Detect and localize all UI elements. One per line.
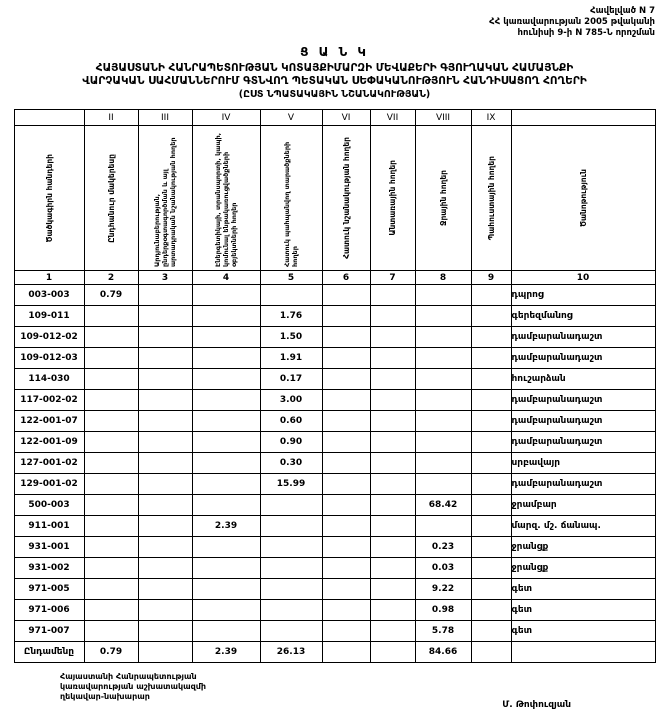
total-water: 84.66 [415,642,471,663]
cell-energy [192,600,260,621]
title-line-2: ՎԱՐՉԱԿԱՆ ՍԱՀՄԱՆՆԵՐՈՒՄ ԳՏՆՎՈՂ ՊԵՏԱԿԱՆ ՍԵՓԱԿԱՆՈՒԹՅՈՒՆ ՀԱՆԴԻՍԱՑՈՂ ՀՈՂԵՐԻ [82,75,587,87]
table-row [14,348,655,369]
cell-water [415,348,471,369]
cell-reserve [471,579,511,600]
cell-note: դամբարանադաշտ [511,474,655,495]
cell-reserve [471,432,511,453]
cell-protected [260,558,322,579]
table-row [14,600,655,621]
cell-forest [370,390,415,411]
cell-energy [192,558,260,579]
cell-forest [370,369,415,390]
cell-reserve [471,621,511,642]
cell-industry [138,453,192,474]
cell-code: 109-012-02 [14,327,84,348]
cell-water [415,516,471,537]
signatory-line-1: Հայաստանի Հանրապետության [60,672,197,681]
signatory-name: Մ. Թոփուզյան [502,700,571,710]
cell-note: ջրանցք [511,537,655,558]
cell-reserve [471,327,511,348]
header-cell-total-area [84,126,138,271]
colnum-4: 4 [192,271,260,285]
total-note [511,642,655,663]
cell-special [322,411,370,432]
cell-forest [370,516,415,537]
cell-reserve [471,390,511,411]
table-row [14,495,655,516]
cell-note: գետ [511,579,655,600]
cell-special [322,495,370,516]
cell-industry [138,474,192,495]
cell-protected: 1.76 [260,306,322,327]
cell-protected [260,537,322,558]
cell-water: 0.98 [415,600,471,621]
column-header-row [14,126,655,271]
cell-code: 109-012-03 [14,348,84,369]
cell-protected: 15.99 [260,474,322,495]
roman-10 [511,110,655,126]
cell-protected [260,285,322,306]
cell-forest [370,579,415,600]
cell-energy: 2.39 [192,516,260,537]
cell-industry [138,516,192,537]
colnum-1: 1 [14,271,84,285]
cell-forest [370,558,415,579]
cell-forest [370,453,415,474]
roman-3: III [138,110,192,126]
cell-total-area [84,453,138,474]
cell-reserve [471,474,511,495]
cell-code: 931-002 [14,558,84,579]
cell-special [322,558,370,579]
cell-code: 129-001-02 [14,474,84,495]
cell-protected: 0.60 [260,411,322,432]
header-label-water: Ջրային հողեր [438,170,448,226]
annex-line-2: ՀՀ կառավարության 2005 թվականի [489,17,655,27]
cell-forest [370,432,415,453]
table-row [14,369,655,390]
cell-code: 109-011 [14,306,84,327]
page-title [0,45,669,101]
cell-special [322,306,370,327]
cell-water [415,453,471,474]
cell-total-area [84,579,138,600]
header-label-total-area: Ընդհանուր մակերեսը [106,153,116,243]
colnum-2: 2 [84,271,138,285]
table-row [14,558,655,579]
header-cell-code [14,126,84,271]
cell-note: մարզ. մշ. ճանապ. [511,516,655,537]
roman-7: VII [370,110,415,126]
cell-special [322,579,370,600]
cell-protected: 0.17 [260,369,322,390]
cell-note: ջրամբար [511,495,655,516]
cell-reserve [471,516,511,537]
table-row [14,432,655,453]
roman-1 [14,110,84,126]
cell-total-area [84,348,138,369]
column-number-row [14,271,655,285]
cell-protected [260,495,322,516]
annex-line-3: հունիսի 9-ի N 785-Ն որոշման [517,28,655,38]
table-row [14,474,655,495]
header-cell-note [511,126,655,271]
cell-total-area [84,537,138,558]
cell-reserve [471,495,511,516]
cell-code: 122-001-07 [14,411,84,432]
total-forest [370,642,415,663]
cell-energy [192,537,260,558]
roman-5: V [260,110,322,126]
cell-water [415,474,471,495]
cell-water [415,390,471,411]
table-row [14,516,655,537]
cell-note: գետ [511,621,655,642]
cell-reserve [471,453,511,474]
cell-forest [370,495,415,516]
cell-code: 122-001-09 [14,432,84,453]
header-cell-protected [260,126,322,271]
cell-note: դամբարանադաշտ [511,348,655,369]
cell-protected: 0.30 [260,453,322,474]
cell-total-area [84,369,138,390]
colnum-6: 6 [322,271,370,285]
cell-total-area [84,432,138,453]
cell-protected [260,516,322,537]
cell-note: գետ [511,600,655,621]
table-row [14,327,655,348]
cell-protected: 3.00 [260,390,322,411]
roman-4: IV [192,110,260,126]
table-row [14,453,655,474]
cell-forest [370,348,415,369]
roman-8: VIII [415,110,471,126]
cell-note: դամբարանադաշտ [511,411,655,432]
cell-water: 0.23 [415,537,471,558]
cell-energy [192,411,260,432]
header-label-industry: Արդյունաբերության, ընդերքօգտագործման և այլ արտադրական նշանակության հողեր [153,137,177,267]
header-cell-forest [370,126,415,271]
cell-water: 5.78 [415,621,471,642]
header-label-special: Հատուկ նշանակության հողեր [341,137,351,259]
table-row [14,621,655,642]
cell-protected: 0.90 [260,432,322,453]
cell-forest [370,306,415,327]
cell-forest [370,327,415,348]
table-row [14,285,655,306]
cell-special [322,432,370,453]
header-label-code: Ծածկագիրն հանդերի [44,153,54,243]
total-special [322,642,370,663]
cell-total-area [84,411,138,432]
cell-total-area [84,600,138,621]
cell-energy [192,579,260,600]
total-label: Ընդամենը [14,642,84,663]
colnum-9: 9 [471,271,511,285]
annex-reference [0,0,669,39]
cell-water [415,411,471,432]
cell-reserve [471,348,511,369]
cell-industry [138,306,192,327]
header-cell-special [322,126,370,271]
cell-energy [192,285,260,306]
cell-industry [138,369,192,390]
header-cell-reserve [471,126,511,271]
header-label-energy: Էներգետիկայի, տրանսպորտի, կապի, կոմունալ ենթակառուցվածքների օբյեկտների հողեր [214,132,238,267]
cell-industry [138,558,192,579]
cell-reserve [471,285,511,306]
table-row [14,390,655,411]
cell-reserve [471,411,511,432]
table-row [14,537,655,558]
cell-special [322,327,370,348]
roman-numeral-row [14,110,655,126]
cell-special [322,390,370,411]
cell-total-area [84,306,138,327]
cell-energy [192,474,260,495]
cell-industry [138,621,192,642]
cell-protected [260,579,322,600]
cell-industry [138,600,192,621]
cell-protected [260,600,322,621]
total-reserve [471,642,511,663]
cell-water: 9.22 [415,579,471,600]
cell-industry [138,411,192,432]
title-line-3: (ԸՍՏ ՆՊԱՏԱԿԱՅԻՆ ՆՇԱՆԱԿՈՒԹՅԱՆ) [238,89,431,100]
header-label-reserve: Պահուստային հողեր [486,155,496,241]
cell-special [322,348,370,369]
cell-code: 971-005 [14,579,84,600]
cell-reserve [471,537,511,558]
cell-energy [192,432,260,453]
cell-code: 500-003 [14,495,84,516]
cell-reserve [471,306,511,327]
cell-code: 931-001 [14,537,84,558]
header-label-forest: Անտառային հողեր [388,160,397,236]
table-total-row [14,642,655,663]
header-cell-water [415,126,471,271]
cell-energy [192,390,260,411]
colnum-8: 8 [415,271,471,285]
cell-code: 971-007 [14,621,84,642]
cell-code: 971-006 [14,600,84,621]
cell-special [322,516,370,537]
cell-energy [192,453,260,474]
colnum-5: 5 [260,271,322,285]
cell-code: 114-030 [14,369,84,390]
cell-special [322,621,370,642]
cell-note: գերեզմանոց [511,306,655,327]
cell-special [322,600,370,621]
cell-protected: 1.91 [260,348,322,369]
cell-total-area [84,516,138,537]
cell-forest [370,537,415,558]
cell-water: 68.42 [415,495,471,516]
cell-total-area [84,558,138,579]
total-energy: 2.39 [192,642,260,663]
header-cell-energy [192,126,260,271]
cell-water [415,285,471,306]
cell-note: հուշարձան [511,369,655,390]
cell-special [322,453,370,474]
cell-energy [192,369,260,390]
roman-9: IX [471,110,511,126]
header-label-protected: Հատուկ պահպանվող տարածքների հողեր [283,141,299,267]
cell-industry [138,432,192,453]
cell-note: ջրանցք [511,558,655,579]
cell-energy [192,495,260,516]
cell-water [415,306,471,327]
total-industry [138,642,192,663]
cell-code: 003-003 [14,285,84,306]
total-total-area: 0.79 [84,642,138,663]
title-line-1: ՀԱՅԱՍՏԱՆԻ ՀԱՆՐԱՊԵՏՈՒԹՅԱՆ ԿՈՏԱՅՔԻՄԱՐԶԻ ՄԵՎԱՔԵՐԻ ԳՅՈՒՂԱԿԱՆ ՀԱՄԱՅՆՔԻ [95,62,574,74]
cell-note: դամբարանադաշտ [511,327,655,348]
cell-code: 117-002-02 [14,390,84,411]
cell-note: սրբավայր [511,453,655,474]
total-protected: 26.13 [260,642,322,663]
cell-special [322,474,370,495]
cell-forest [370,474,415,495]
cell-energy [192,621,260,642]
cell-total-area [84,621,138,642]
cell-water [415,369,471,390]
roman-6: VI [322,110,370,126]
cell-energy [192,327,260,348]
cell-code: 911-001 [14,516,84,537]
cell-total-area [84,495,138,516]
cell-note: դամբարանադաշտ [511,432,655,453]
signature-block [0,672,669,710]
cell-industry [138,327,192,348]
cell-total-area [84,327,138,348]
cell-reserve [471,369,511,390]
cell-reserve [471,558,511,579]
roman-2: II [84,110,138,126]
cell-special [322,537,370,558]
cell-total-area [84,474,138,495]
table-row [14,579,655,600]
cell-industry [138,348,192,369]
cell-water: 0.03 [415,558,471,579]
cell-forest [370,411,415,432]
cell-special [322,285,370,306]
cell-forest [370,621,415,642]
table-row [14,306,655,327]
cell-forest [370,285,415,306]
annex-line-1: Հավելված N 7 [590,6,655,16]
cell-industry [138,285,192,306]
land-table [14,109,656,663]
cell-protected [260,621,322,642]
cell-energy [192,306,260,327]
signatory-line-3: ղեկավար-նախարար [60,692,150,701]
cell-water [415,432,471,453]
cell-reserve [471,600,511,621]
cell-industry [138,537,192,558]
cell-industry [138,579,192,600]
colnum-7: 7 [370,271,415,285]
colnum-10: 10 [511,271,655,285]
cell-total-area [84,390,138,411]
cell-special [322,369,370,390]
cell-energy [192,348,260,369]
signatory-line-2: կառավարության աշխատակազմի [60,682,207,691]
cell-code: 127-001-02 [14,453,84,474]
cell-note: դպրոց [511,285,655,306]
cell-protected: 1.50 [260,327,322,348]
cell-total-area: 0.79 [84,285,138,306]
table-row [14,411,655,432]
cell-industry [138,390,192,411]
cell-note: դամբարանադաշտ [511,390,655,411]
cell-forest [370,600,415,621]
cell-industry [138,495,192,516]
header-cell-industry [138,126,192,271]
cell-water [415,327,471,348]
title-tank: Ց Ա Ն Կ [300,45,369,59]
header-label-note: Ծանոթություն [578,169,588,227]
colnum-3: 3 [138,271,192,285]
